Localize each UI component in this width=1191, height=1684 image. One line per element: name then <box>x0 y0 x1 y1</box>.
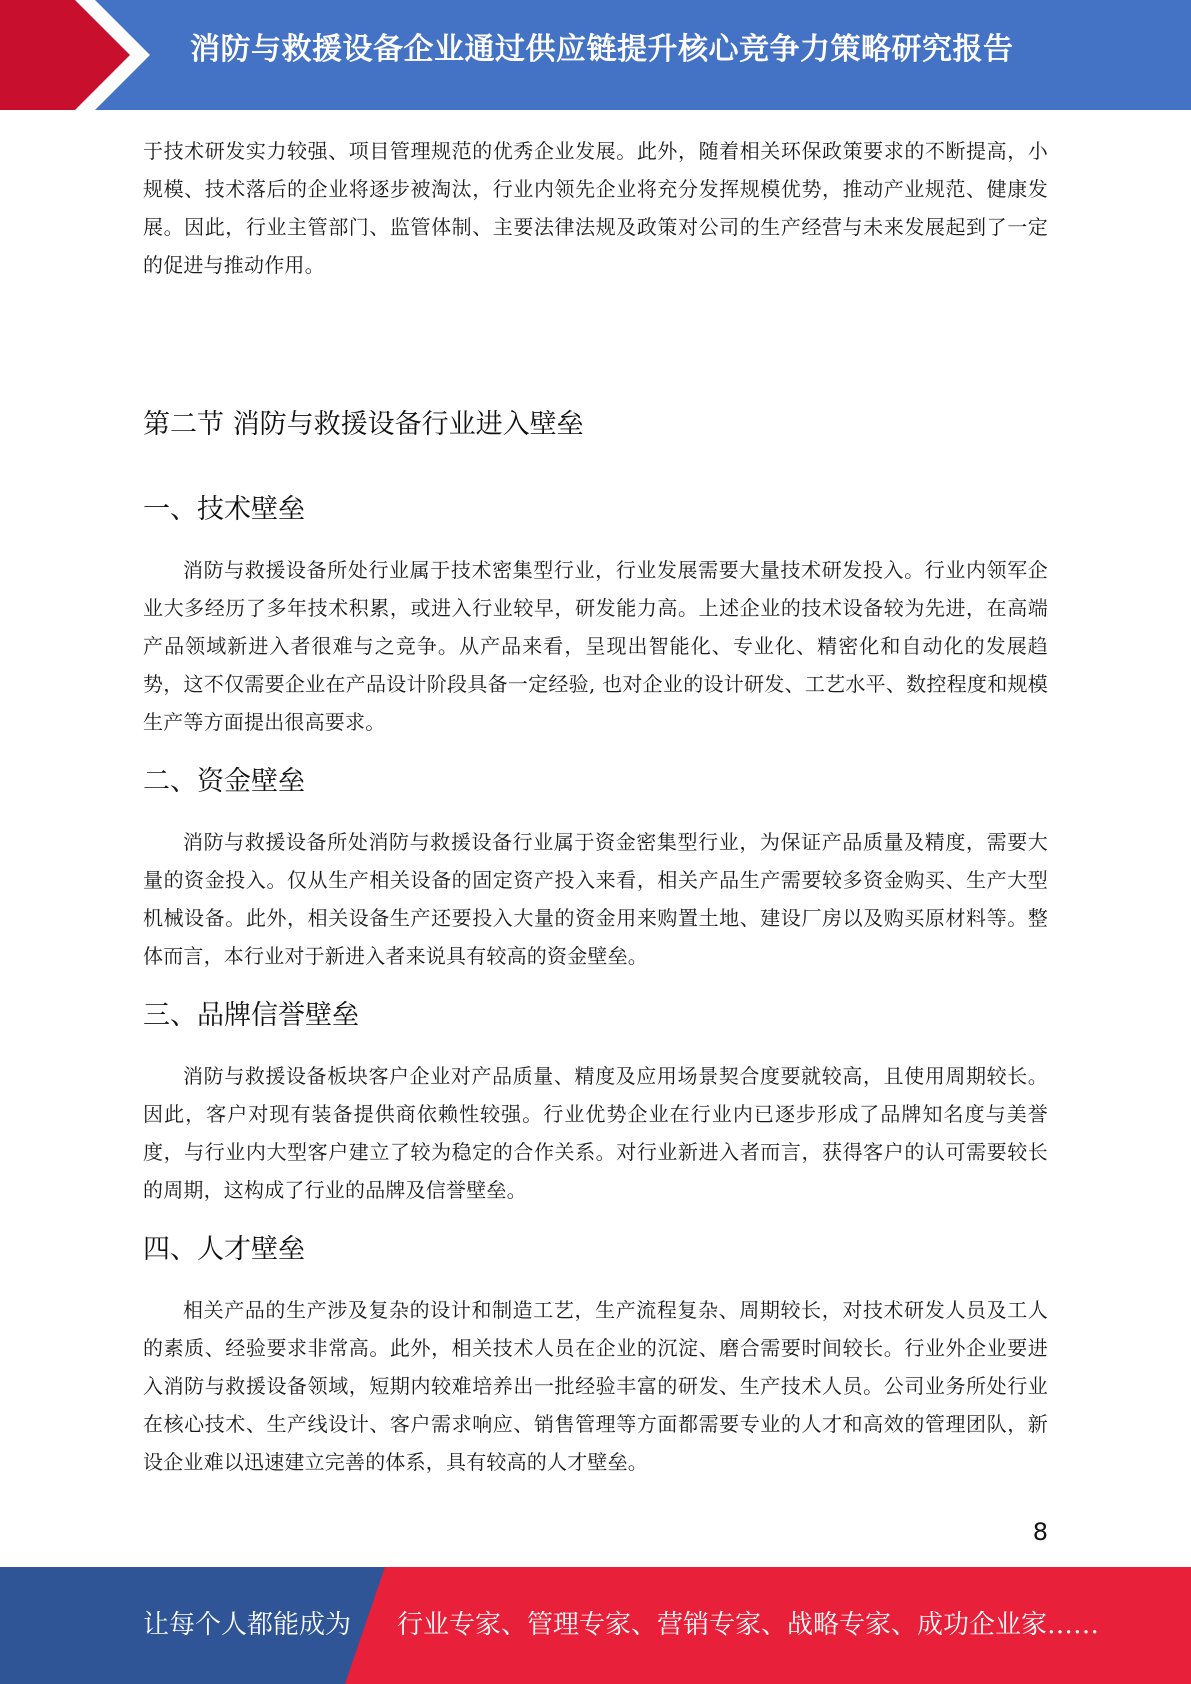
intro-paragraph: 于技术研发实力较强、项目管理规范的优秀企业发展。此外，随着相关环保政策要求的不断提高，小规模、技术落后的企业将逐步被淘汰，行业内领先企业将充分发挥规模优势，推动产业规范、健康发展。因此，行业主管部门、监管体制、主要法律法规及政策对公司的生产经营与未来发展起到了一定的促进与推动作用。 <box>143 139 1048 277</box>
section-title: 第二节 消防与救援设备行业进入壁垒 <box>143 409 584 440</box>
subsection-heading-tech: 一、技术壁垒 <box>143 494 305 525</box>
subsection-heading-talent: 四、人才壁垒 <box>143 1234 305 1265</box>
subsection-heading-brand: 三、品牌信誉壁垒 <box>143 1000 359 1031</box>
subsection-heading-capital: 二、资金壁垒 <box>143 766 305 797</box>
footer-slogan-right: 行业专家、管理专家、营销专家、战略专家、成功企业家…… <box>397 1610 1100 1640</box>
subsection-body-capital: 消防与救援设备所处消防与救援设备行业属于资金密集型行业，为保证产品质量及精度，需要大量的资金投入。仅从生产相关设备的固定资产投入来看，相关产品生产需要较多资金购买、生产大型机械设备。此外，相关设备生产还要投入大量的资金用来购置土地、建设厂房以及购买原材料等。整体而言，本行业对于新进入者来说具有较高的资金壁垒。 <box>143 830 1048 968</box>
page-content <box>143 132 1048 1481</box>
subsection-body-tech: 消防与救援设备所处行业属于技术密集型行业，行业发展需要大量技术研发投入。行业内领军企业大多经历了多年技术积累，或进入行业较早，研发能力高。上述企业的技术设备较为先进，在高端产品领域新进入者很难与之竞争。从产品来看，呈现出智能化、专业化、精密化和自动化的发展趋势，这不仅需要企业在产品设计阶段具备一定经验, 也对企业的设计研发、工艺水平、数控程度和规模生产等方面提出很高要求。 <box>143 558 1048 734</box>
footer-slogan-left: 让每个人都能成为 <box>143 1610 352 1640</box>
report-title: 消防与救援设备企业通过供应链提升核心竞争力策略研究报告 <box>190 32 1014 67</box>
page-number: 8 <box>1032 1518 1048 1546</box>
subsection-body-brand: 消防与救援设备板块客户企业对产品质量、精度及应用场景契合度要就较高，且使用周期较长。因此，客户对现有装备提供商依赖性较强。行业优势企业在行业内已逐步形成了品牌知名度与美誉度，与行业内大型客户建立了较为稳定的合作关系。对行业新进入者而言，获得客户的认可需要较长的周期，这构成了行业的品牌及信誉壁垒。 <box>143 1064 1048 1202</box>
subsection-body-talent: 相关产品的生产涉及复杂的设计和制造工艺，生产流程复杂、周期较长，对技术研发人员及工人的素质、经验要求非常高。此外，相关技术人员在企业的沉淀、磨合需要时间较长。行业外企业要进入消防与救援设备领域，短期内较难培养出一批经验丰富的研发、生产技术人员。公司业务所处行业在核心技术、生产线设计、客户需求响应、销售管理等方面都需要专业的人才和高效的管理团队，新设企业难以迅速建立完善的体系，具有较高的人才壁垒。 <box>143 1298 1048 1474</box>
